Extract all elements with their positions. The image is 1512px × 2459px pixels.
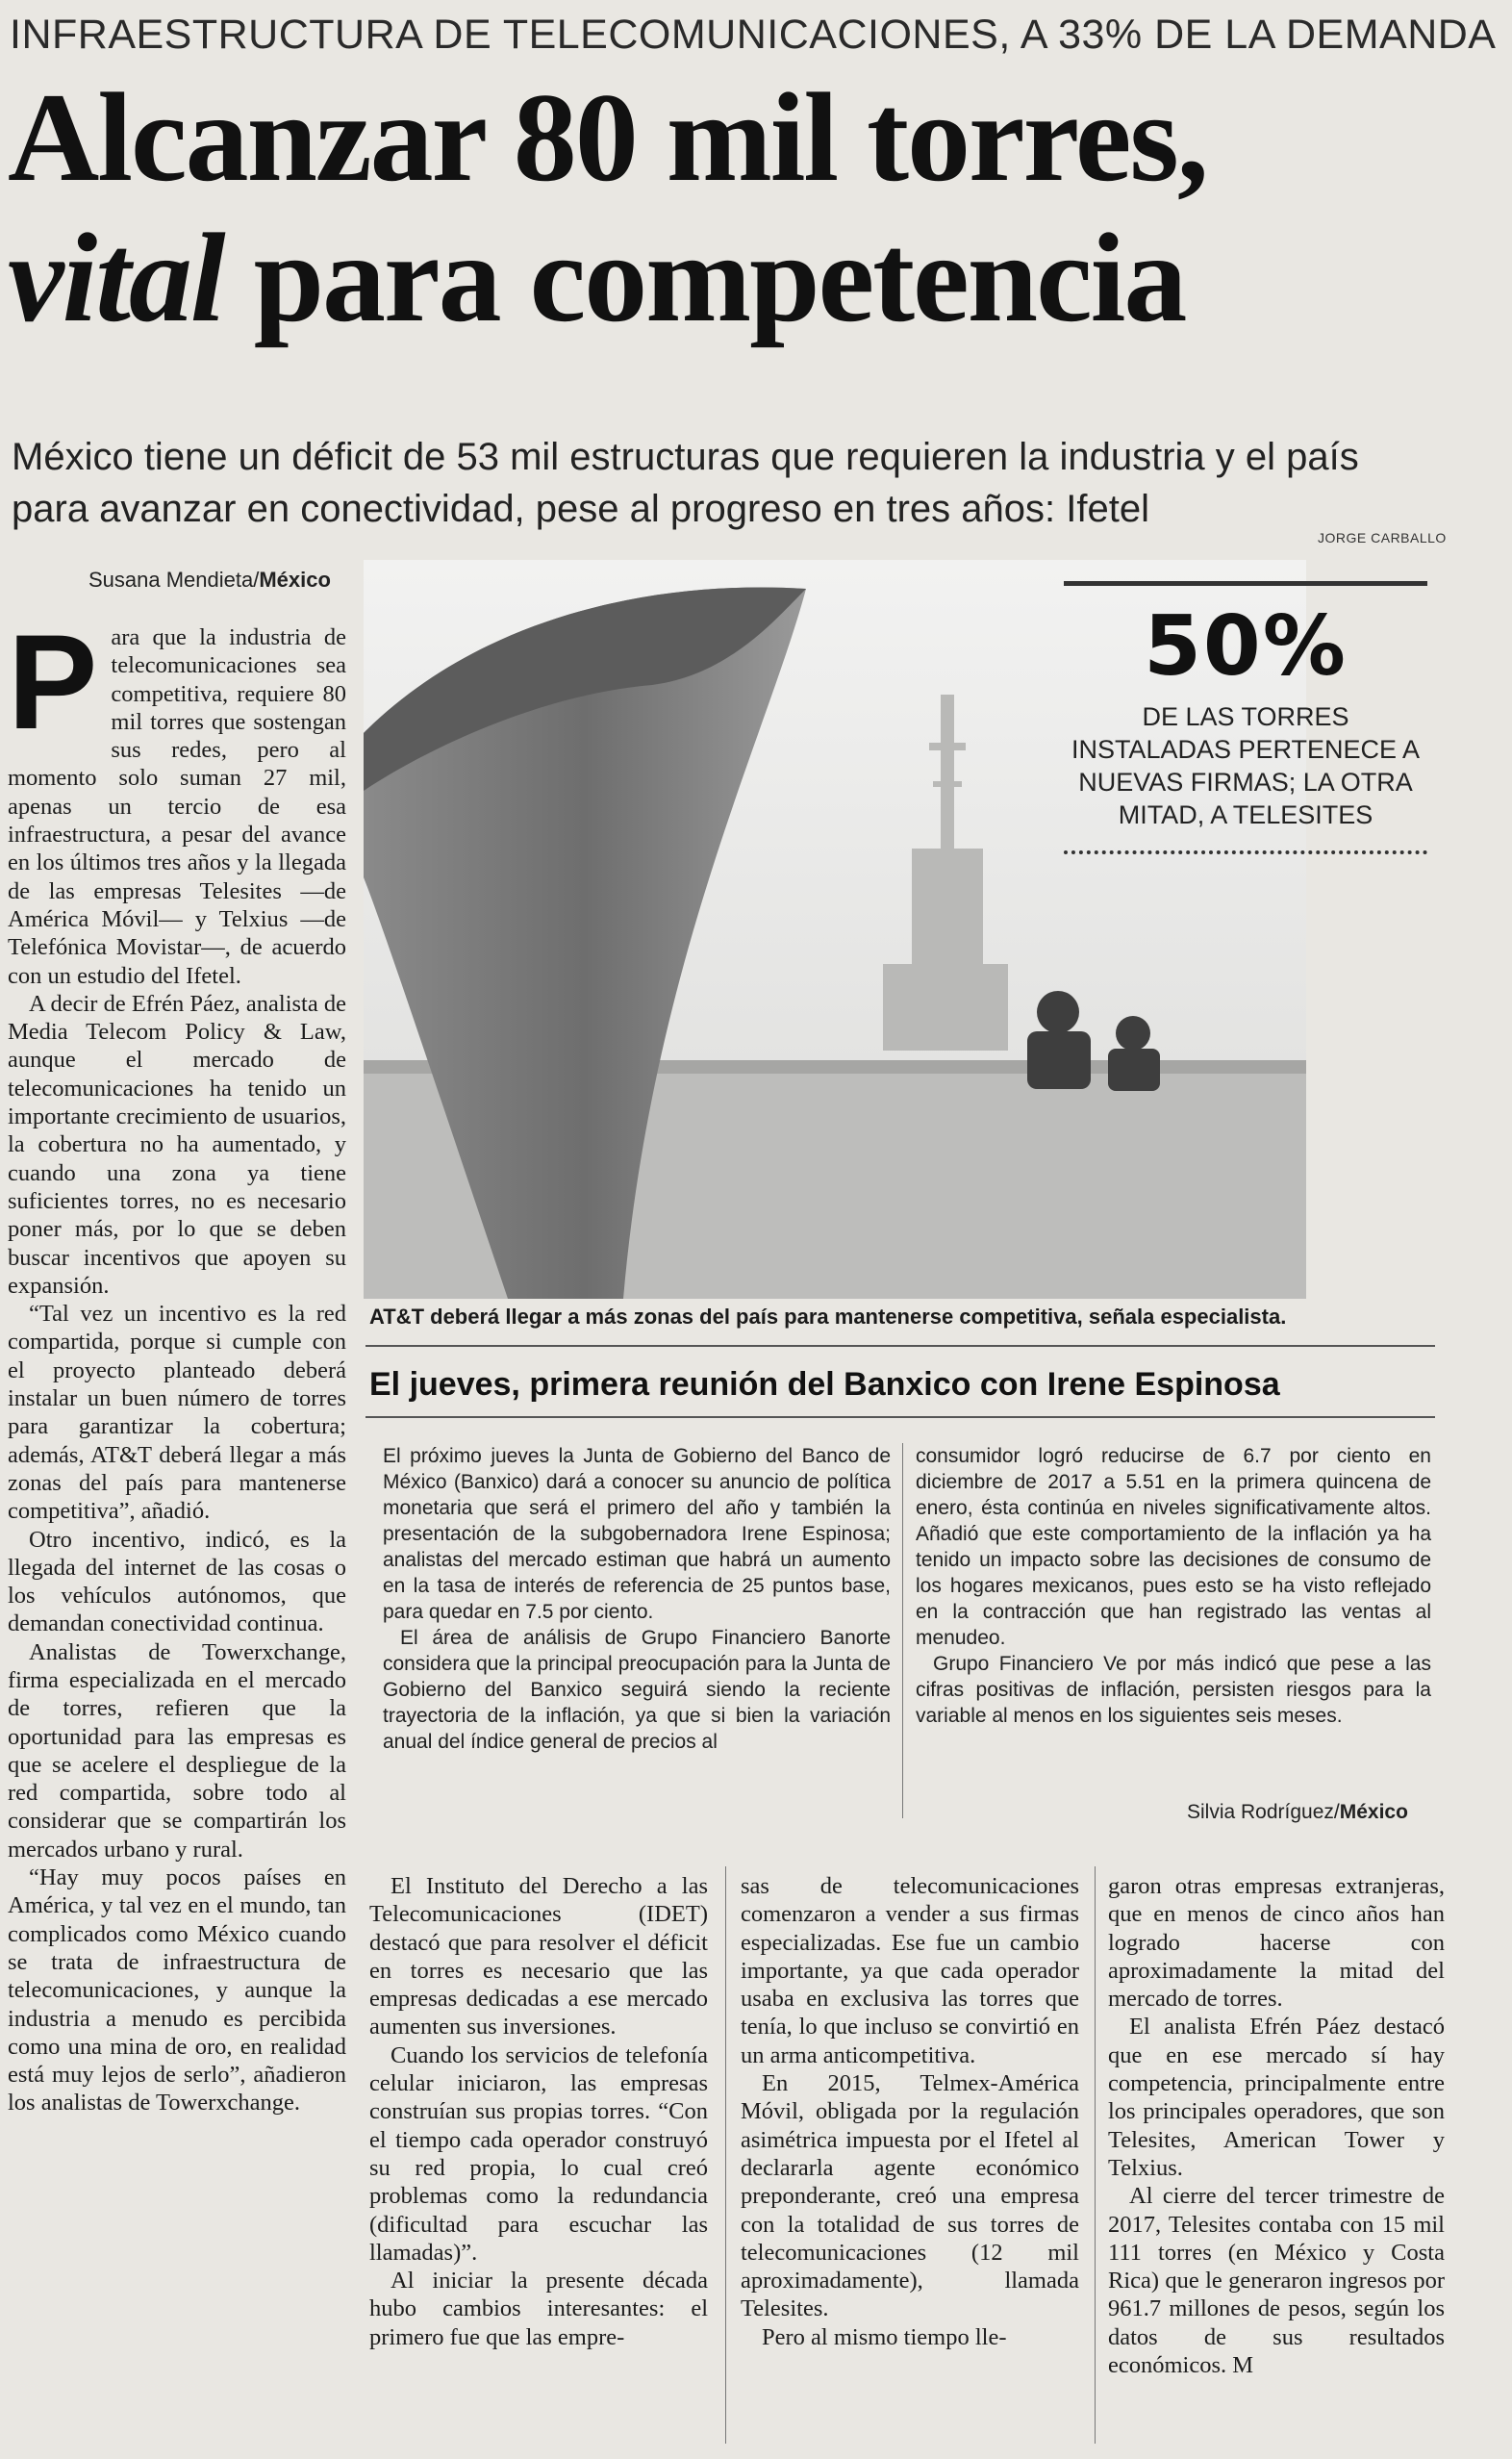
drop-cap: P [8,606,98,757]
sidebar-column-2 [916,1443,1431,1729]
article-column-1 [8,606,346,2117]
paragraph: Al cierre del tercer trimestre de 2017, Telesites contaba con 15 mil 111 torres (en México y Costa Rica) que le generaron ingresos por 961.7 millones de pesos, según los datos de sus resultados económicos. M [1108,2183,1445,2379]
paragraph: Analistas de Towerxchange, firma especializada en el mercado de torres, refieren que la oportunidad para las empresas es que se acelere el despliegue de la red compartida, sobre todo al considerar que se compartirán los mercados urbano y rural. [8,1638,346,1863]
sidebar-rule-bottom [365,1416,1435,1418]
headline-line-1: Alcanzar 80 mil torres, [8,66,1207,208]
sidebar-rule-top [365,1345,1435,1347]
column-divider [725,1866,726,2444]
headline-italic-word: vital [8,207,224,348]
photo-caption: AT&T deberá llegar a más zonas del país para mantenerse competitiva, señala especialista. [369,1305,1287,1329]
paragraph: El próximo jueves la Junta de Gobierno del Banco de México (Banxico) dará a conocer su anuncio de política monetaria que será el primero del año y también la presentación de la subgobernadora Irene Espinosa; analistas del mercado estiman que habrá un aumento en la tasa de interés de referencia de 25 puntos base, para quedar en 7.5 por ciento. [383,1445,891,1623]
article-deck: México tiene un déficit de 53 mil estructuras que requieren la industria y el país para avanzar en conectividad, pese al progreso en tres años: Ifetel [12,436,1359,530]
paragraph: El analista Efrén Páez destacó que en ese mercado sí hay competencia, principalmente entre los principales operadores, que son Telesites, American Tower y Telxius. [1108,2014,1445,2181]
photo-credit: JORGE CARBALLO [1318,530,1447,545]
stat-rule-bottom [1064,850,1427,854]
paragraph: Al iniciar la presente década hubo cambios interesantes: el primero fue que las empre- [369,2268,708,2350]
paragraph: Otro incentivo, indicó, es la llegada del internet de las cosas o los vehículos autónomos, que demandan conectividad continua. [8,1526,346,1637]
article-column-2 [369,1872,708,2351]
article-kicker: INFRAESTRUCTURA DE TELECOMUNICACIONES, A 33% DE LA DEMANDA [10,12,1497,58]
sidebar-column-divider [902,1443,903,1818]
sidebar-byline-place: México [1339,1801,1408,1823]
paragraph: Grupo Financiero Ve por más indicó que pese a las cifras positivas de inflación, persisten riesgos para la variable al menos en los siguientes seis meses. [916,1653,1431,1727]
stat-number: 50% [1144,598,1348,695]
sidebar-byline [1187,1801,1408,1824]
paragraph: Pero al mismo tiempo lle- [762,2323,1007,2350]
headline-line-2 [8,208,1489,348]
paragraph: En 2015, Telmex-América Móvil, obligada por la regulación asimétrica impuesta por el Ifetel al declararla agente económico preponderante, creó una empresa con la totalidad de sus torres de telecomunicaciones (12 mil aproximadamente), llamada Telesites. [741,2070,1079,2322]
column-divider [1095,1866,1096,2444]
article-column-4 [1108,1872,1445,2379]
paragraph: ara que la industria de telecomunicaciones sea competitiva, requiere 80 mil torres que sostengan sus redes, pero al momento solo suman 27 mil, apenas un tercio de esa infraestructura, a pesar del avance en los últimos tres años y la llegada de las empresas Telesites —de América Móvil— y Telxius —de Telefónica Movistar—, de acuerdo con un estudio del Ifetel. [8,624,346,989]
paragraph: El Instituto del Derecho a las Telecomunicaciones (IDET) destacó que para resolver el déficit en torres es necesario que las empresas dedicadas a ese mercado aumenten sus inversiones. [369,1873,708,2041]
sidebar-column-1 [383,1443,891,1755]
byline [88,568,331,593]
sidebar-title: El jueves, primera reunión del Banxico con Irene Espinosa [369,1366,1280,1403]
paragraph: sas de telecomunicaciones comenzaron a vender a sus firmas especializadas. Ese fue un cambio importante, ya que cada operador usaba en exclusiva las torres que tenía, lo que incluso se convirtió en un arma anticompetitiva. [741,1873,1079,2068]
paragraph: El área de análisis de Grupo Financiero Banorte considera que la principal preocupación para la Junta de Gobierno del Banxico seguirá siendo la reciente trayectoria de la inflación, ya que si bien la variación anual del índice general de precios al [383,1627,891,1753]
sidebar-byline-author: Silvia Rodríguez/ [1187,1801,1340,1823]
paragraph: consumidor logró reducirse de 6.7 por ciento en diciembre de 2017 a 5.51 en la primera quincena de enero, ésta continúa en niveles significativamente altos. Añadió que este comportamiento de la inflación ya ha tenido un impacto sobre las decisiones de consumo de los hogares mexicanos, pues esto se ha visto reflejado en la contracción que han registrado las ventas al menudeo. [916,1445,1431,1649]
headline [8,67,1489,348]
paragraph: Cuando los servicios de telefonía celular iniciaron, las empresas construían sus propias torres. “Con el tiempo cada operador construyó su red propia, lo cual creó problemas como la redundancia (dificultad para escuchar las llamadas)”. [369,2041,708,2266]
paragraph: garon otras empresas extranjeras, que en menos de cinco años han logrado hacerse con aproximadamente la mitad del mercado de torres. [1108,1873,1445,2013]
byline-place: México [259,568,331,592]
stat-rule-top [1064,581,1427,586]
paragraph: A decir de Efrén Páez, analista de Media Telecom Policy & Law, aunque el mercado de telecomunicaciones ha tenido un importante crecimiento de usuarios, la cobertura no ha aumentado, y cuando una zona ya tiene suficientes torres, no es necesario poner más, por lo que se deben buscar incentivos que apoyen su expansión. [8,990,346,1299]
byline-author: Susana Mendieta/ [88,568,260,592]
paragraph: “Tal vez un incentivo es la red compartida, porque si cumple con el proyecto planteado deberá instalar un buen número de torres para garantizar la cobertura; además, AT&T deberá llegar a más zonas del país para mantenerse competitiva”, añadió. [8,1301,346,1525]
article-column-3 [741,1872,1079,2351]
paragraph: “Hay muy pocos países en América, y tal vez en el mundo, tan complicados como México cuando se trata de infraestructura de telecomunicaciones, y aunque la industria a menudo es percibida como una mina de oro, en realidad está muy lejos de serlo”, añadieron los analistas de Towerxchange. [8,1864,346,2117]
headline-line-2-rest: para competencia [223,207,1186,348]
stat-text: DE LAS TORRES INSTALADAS PERTENECE A NUEVAS FIRMAS; LA OTRA MITAD, A TELESITES [1071,702,1421,829]
